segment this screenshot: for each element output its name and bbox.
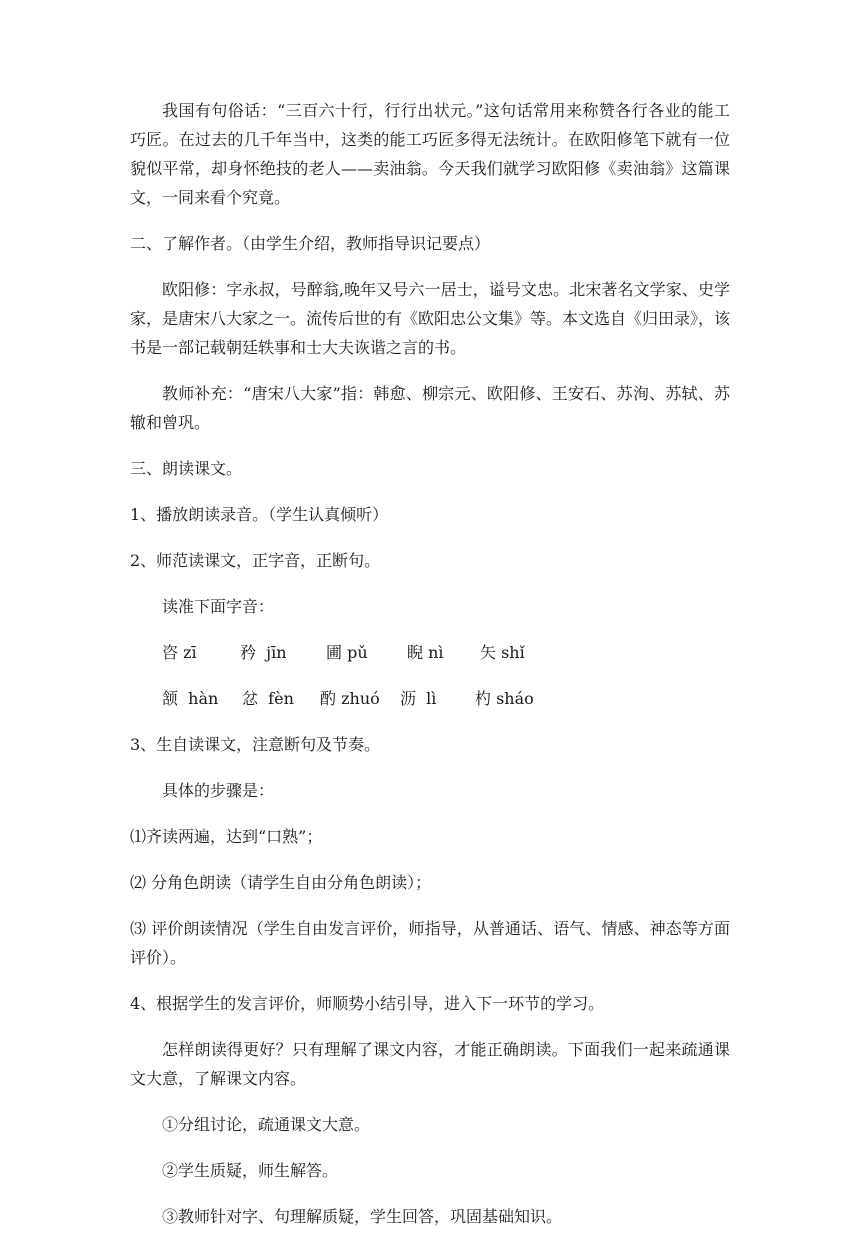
sub-step-2: ⑵ 分角色朗读（请学生自由分角色朗读）；: [130, 873, 432, 892]
pinyin-item: 圃 pǔ: [326, 643, 368, 662]
step-2: 2、师范读课文，正字音，正断句。: [130, 551, 381, 570]
pinyin-item: 酌 zhuó: [320, 689, 380, 708]
pinyin-item: 忿 fèn: [242, 689, 294, 708]
task-1: ①分组讨论，疏通课文大意。: [162, 1115, 371, 1134]
step-3: 3、生自读课文，注意断句及节奏。: [130, 735, 381, 754]
pinyin-row-2: [130, 684, 730, 713]
pronunciation-intro: 读准下面字音：: [162, 597, 275, 616]
teacher-supplement-paragraph: 教师补充：“唐宋八大家”指：韩愈、柳宗元、欧阳修、王安石、苏洵、苏轼、苏辙和曾巩。: [130, 384, 730, 432]
intro-paragraph: 我国有句俗话：“三百六十行，行行出状元。”这句话常用来称赞各行各业的能工巧匠。在过去的几千年当中，这类的能工巧匠多得无法统计。在欧阳修笔下就有一位貌似平常，却身怀绝技的老人——卖油翁。今天我们就学习欧阳修《卖油翁》这篇课文，一同来看个究竟。: [130, 101, 730, 207]
section-heading-author: 二、了解作者。（由学生介绍，教师指导识记要点）: [130, 234, 491, 253]
pinyin-item: 矜 jīn: [240, 643, 287, 662]
document-page: [130, 96, 730, 1248]
step-1: 1、播放朗读录音。（学生认真倾听）: [130, 505, 389, 524]
steps-intro: 具体的步骤是：: [162, 781, 275, 800]
transition-paragraph: 怎样朗读得更好？只有理解了课文内容，才能正确朗读。下面我们一起来疏通课文大意，了解课文内容。: [130, 1040, 730, 1088]
pinyin-item: 咨 zī: [162, 643, 197, 662]
sub-step-3: ⑶ 评价朗读情况（学生自由发言评价，师指导，从普通话、语气、情感、神态等方面评价）。: [130, 919, 730, 967]
pinyin-item: 颔 hàn: [162, 689, 219, 708]
pinyin-item: 睨 nì: [407, 643, 444, 662]
pinyin-item: 沥 lì: [400, 689, 437, 708]
pinyin-row-1: [130, 638, 730, 667]
author-intro-paragraph: 欧阳修：字永叔，号醉翁,晚年又号六一居士，谥号文忠。北宋著名文学家、史学家，是唐宋八大家之一。流传后世的有《欧阳忠公文集》等。本文选自《归田录》，该书是一部记载朝廷轶事和士大夫诙谐之言的书。: [130, 280, 731, 357]
task-3: ③教师针对字、句理解质疑，学生回答，巩固基础知识。: [162, 1207, 563, 1226]
task-2: ②学生质疑，师生解答。: [162, 1161, 339, 1180]
pinyin-item: 杓 sháo: [475, 689, 534, 708]
step-4: 4、根据学生的发言评价，师顺势小结引导，进入下一环节的学习。: [130, 994, 605, 1013]
pinyin-item: 矢 shǐ: [480, 643, 525, 662]
sub-step-1: ⑴齐读两遍，达到“口熟”；: [130, 827, 323, 846]
section-heading-reading: 三、朗读课文。: [130, 459, 243, 478]
